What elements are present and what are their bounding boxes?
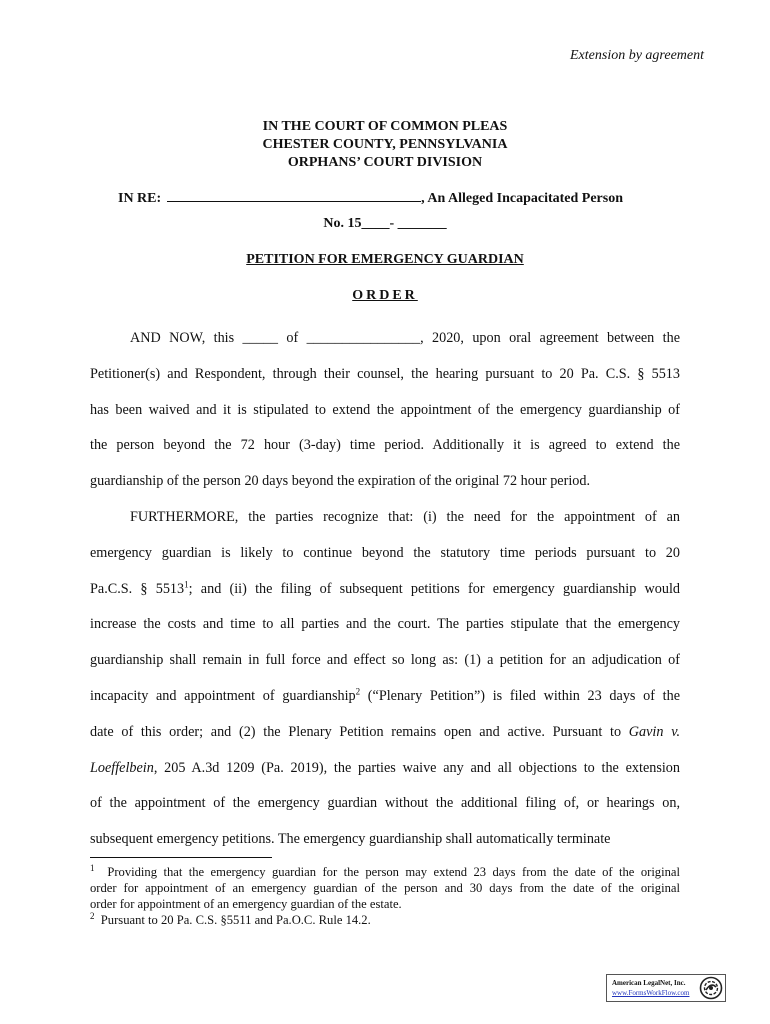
publisher-stamp — [606, 974, 726, 1002]
publisher-link[interactable]: www.FormsWorkFlow.com — [612, 989, 690, 997]
body-text-segment: (“Plenary Petition”) is filed within 23 days of the — [360, 687, 680, 704]
docket-number: No. 15____- _______ — [323, 216, 447, 231]
case-citation-part: Gavin v. — [628, 723, 680, 740]
name-blank-field[interactable] — [167, 188, 421, 202]
order-title: ORDER — [352, 288, 418, 303]
footnote-1-number: 1 — [90, 862, 95, 873]
body-line: of the appointment of the emergency guardian without the additional filing of, or hearings on, — [90, 795, 680, 812]
body-line: has been waived and it is stipulated to extend the appointment of the emergency guardianship of — [90, 401, 680, 418]
footnote-ref-2[interactable]: 2 — [355, 686, 361, 697]
body-line: Petitioner(s) and Respondent, through their counsel, the hearing pursuant to 20 Pa. C.S. § 5513 — [90, 365, 680, 382]
body-line — [90, 679, 680, 715]
footnote-ref-1[interactable]: 1 — [184, 578, 189, 589]
body-text-segment: ; and (ii) the filing of subsequent petitions for emergency guardianship would — [188, 580, 680, 597]
body-text-segment: incapacity and appointment of guardianship — [90, 687, 356, 704]
body-text-segment: Pa.C.S. § 5513 — [90, 580, 185, 597]
caption-line-court: IN THE COURT OF COMMON PLEAS — [262, 119, 508, 134]
in-re-suffix: , An Alleged Incapacitated Person — [421, 191, 624, 206]
body-line: guardianship shall remain in full force and effect so long as: (1) a petition for an adjudication of — [90, 652, 680, 669]
footnote-2-number: 2 — [90, 910, 95, 921]
footnotes — [90, 864, 680, 928]
footnote-divider — [90, 857, 272, 858]
header-note: Extension by agreement — [570, 48, 704, 63]
body-line: the person beyond the 72 hour (3-day) time period. Additionally it is agreed to extend the — [90, 437, 680, 454]
case-citation-part: Loeffelbein — [90, 759, 154, 776]
order-body — [90, 321, 680, 858]
body-line: guardianship of the person 20 days beyond the expiration of the original 72 hour period. — [90, 473, 590, 490]
publisher-name: American LegalNet, Inc. — [612, 979, 686, 987]
in-re-line — [118, 188, 623, 207]
footnote-1-line: order for appointment of an emergency guardian of the person and 30 days from the date of the original — [90, 881, 680, 895]
footnote-2-line — [90, 912, 680, 928]
footnote-2-text: Pursuant to 20 Pa. C.S. §5511 and Pa.O.C. Rule 14.2. — [100, 913, 371, 927]
publisher-logo-icon — [699, 976, 723, 1000]
footnote-1-text: Providing that the emergency guardian for the person may extend 23 days from the date of the original — [107, 865, 680, 879]
body-line: subsequent emergency petitions. The emergency guardianship shall automatically terminate — [90, 831, 611, 848]
body-line: FURTHERMORE, the parties recognize that: (i) the need for the appointment of an — [130, 508, 680, 525]
footnote-1-line: order for appointment of an emergency guardian of the estate. — [90, 897, 402, 911]
body-text-segment: , 205 A.3d 1209 (Pa. 2019), the parties waive any and all objections to the extension — [153, 759, 680, 776]
footnote-1-line — [90, 864, 680, 880]
body-line — [90, 751, 680, 787]
body-line — [90, 715, 680, 751]
body-line: emergency guardian is likely to continue beyond the statutory time periods pursuant to 20 — [90, 544, 680, 561]
body-text-segment: date of this order; and (2) the Plenary Petition remains open and active. Pursuant to — [90, 723, 629, 740]
body-line — [90, 572, 680, 608]
court-caption — [0, 118, 770, 172]
body-line: increase the costs and time to all parties and the court. The parties stipulate that the emergency — [90, 616, 680, 633]
in-re-label: IN RE: — [118, 191, 162, 206]
caption-line-county: CHESTER COUNTY, PENNSYLVANIA — [262, 137, 508, 152]
body-line: AND NOW, this _____ of ________________, 2020, upon oral agreement between the — [130, 330, 680, 346]
caption-line-division: ORPHANS’ COURT DIVISION — [287, 155, 483, 170]
petition-title: PETITION FOR EMERGENCY GUARDIAN — [246, 252, 524, 267]
